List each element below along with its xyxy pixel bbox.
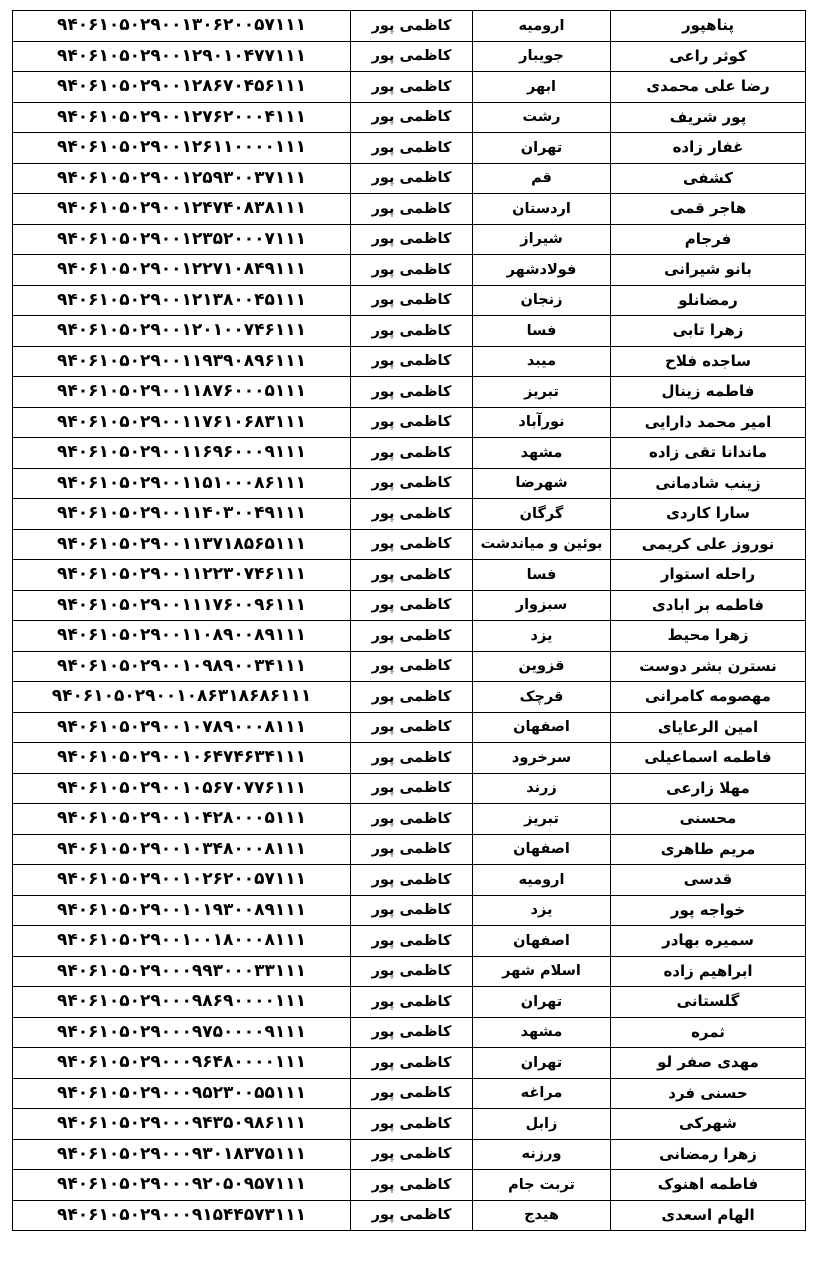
agent-cell: کاظمی پور bbox=[351, 133, 473, 164]
tracking-code-cell: ۹۴۰۶۱۰۵۰۲۹۰۰۱۰۶۴۷۴۶۳۴۱۱۱ bbox=[13, 743, 351, 774]
city-cell: تهران bbox=[473, 987, 611, 1018]
person-name-cell: مریم طاهری bbox=[611, 834, 806, 865]
table-row bbox=[13, 956, 806, 987]
person-name-cell: زهرا تابی bbox=[611, 316, 806, 347]
city-cell: رشت bbox=[473, 102, 611, 133]
tracking-code-cell: ۹۴۰۶۱۰۵۰۲۹۰۰۱۲۳۵۲۰۰۰۷۱۱۱ bbox=[13, 224, 351, 255]
table-row bbox=[13, 529, 806, 560]
person-name-cell: شهرکی bbox=[611, 1109, 806, 1140]
tracking-code-cell: ۹۴۰۶۱۰۵۰۲۹۰۰۱۲۹۰۱۰۴۷۷۱۱۱ bbox=[13, 41, 351, 72]
table-row bbox=[13, 682, 806, 713]
tracking-code-cell: ۹۴۰۶۱۰۵۰۲۹۰۰۰۹۱۵۴۴۵۷۳۱۱۱ bbox=[13, 1200, 351, 1231]
person-name-cell: فرجام bbox=[611, 224, 806, 255]
tracking-code-cell: ۹۴۰۶۱۰۵۰۲۹۰۰۰۹۲۰۵۰۹۵۷۱۱۱ bbox=[13, 1170, 351, 1201]
agent-cell: کاظمی پور bbox=[351, 895, 473, 926]
table-row bbox=[13, 560, 806, 591]
tracking-code-cell: ۹۴۰۶۱۰۵۰۲۹۰۰۱۱۶۹۶۰۰۰۹۱۱۱ bbox=[13, 438, 351, 469]
person-name-cell: ساجده فلاح bbox=[611, 346, 806, 377]
agent-cell: کاظمی پور bbox=[351, 682, 473, 713]
person-name-cell: غفار زاده bbox=[611, 133, 806, 164]
agent-cell: کاظمی پور bbox=[351, 468, 473, 499]
person-name-cell: ثمره bbox=[611, 1017, 806, 1048]
person-name-cell: ابراهیم زاده bbox=[611, 956, 806, 987]
tracking-code-cell: ۹۴۰۶۱۰۵۰۲۹۰۰۱۰۲۶۲۰۰۵۷۱۱۱ bbox=[13, 865, 351, 896]
person-name-cell: پور شریف bbox=[611, 102, 806, 133]
city-cell: مشهد bbox=[473, 1017, 611, 1048]
table-row bbox=[13, 41, 806, 72]
tracking-code-cell: ۹۴۰۶۱۰۵۰۲۹۰۰۱۰۵۶۷۰۷۷۶۱۱۱ bbox=[13, 773, 351, 804]
agent-cell: کاظمی پور bbox=[351, 1017, 473, 1048]
person-name-cell: مهصومه کامرانی bbox=[611, 682, 806, 713]
table-row bbox=[13, 987, 806, 1018]
tracking-code-cell: ۹۴۰۶۱۰۵۰۲۹۰۰۱۱۲۲۳۰۷۴۶۱۱۱ bbox=[13, 560, 351, 591]
person-name-cell: هاجر قمی bbox=[611, 194, 806, 225]
city-cell: فسا bbox=[473, 560, 611, 591]
agent-cell: کاظمی پور bbox=[351, 255, 473, 286]
agent-cell: کاظمی پور bbox=[351, 11, 473, 42]
person-name-cell: فاطمه زینال bbox=[611, 377, 806, 408]
table-row bbox=[13, 72, 806, 103]
person-name-cell: زهرا محیط bbox=[611, 621, 806, 652]
table-row bbox=[13, 438, 806, 469]
agent-cell: کاظمی پور bbox=[351, 956, 473, 987]
city-cell: فولادشهر bbox=[473, 255, 611, 286]
tracking-code-cell: ۹۴۰۶۱۰۵۰۲۹۰۰۱۲۷۶۲۰۰۰۴۱۱۱ bbox=[13, 102, 351, 133]
agent-cell: کاظمی پور bbox=[351, 712, 473, 743]
tracking-code-cell: ۹۴۰۶۱۰۵۰۲۹۰۰۱۰۹۸۹۰۰۳۴۱۱۱ bbox=[13, 651, 351, 682]
tracking-code-cell: ۹۴۰۶۱۰۵۰۲۹۰۰۱۲۴۷۴۰۸۳۸۱۱۱ bbox=[13, 194, 351, 225]
person-name-cell: مهلا زارعی bbox=[611, 773, 806, 804]
person-name-cell: ماندانا تقی زاده bbox=[611, 438, 806, 469]
tracking-code-cell: ۹۴۰۶۱۰۵۰۲۹۰۰۰۹۸۶۹۰۰۰۰۱۱۱ bbox=[13, 987, 351, 1018]
person-name-cell: نسترن بشر دوست bbox=[611, 651, 806, 682]
table-row bbox=[13, 316, 806, 347]
agent-cell: کاظمی پور bbox=[351, 346, 473, 377]
tracking-code-cell: ۹۴۰۶۱۰۵۰۲۹۰۰۱۲۵۹۳۰۰۳۷۱۱۱ bbox=[13, 163, 351, 194]
table-row bbox=[13, 895, 806, 926]
agent-cell: کاظمی پور bbox=[351, 41, 473, 72]
table-row bbox=[13, 712, 806, 743]
person-name-cell: سارا کاردی bbox=[611, 499, 806, 530]
table-row bbox=[13, 1048, 806, 1079]
city-cell: هیدج bbox=[473, 1200, 611, 1231]
agent-cell: کاظمی پور bbox=[351, 499, 473, 530]
city-cell: ابهر bbox=[473, 72, 611, 103]
city-cell: قم bbox=[473, 163, 611, 194]
city-cell: تبریز bbox=[473, 804, 611, 835]
city-cell: شهرضا bbox=[473, 468, 611, 499]
tracking-code-cell: ۹۴۰۶۱۰۵۰۲۹۰۰۱۱۸۷۶۰۰۰۵۱۱۱ bbox=[13, 377, 351, 408]
city-cell: تهران bbox=[473, 133, 611, 164]
agent-cell: کاظمی پور bbox=[351, 1109, 473, 1140]
city-cell: اصفهان bbox=[473, 712, 611, 743]
agent-cell: کاظمی پور bbox=[351, 987, 473, 1018]
person-name-cell: سمیره بهادر bbox=[611, 926, 806, 957]
person-name-cell: قدسی bbox=[611, 865, 806, 896]
tracking-code-cell: ۹۴۰۶۱۰۵۰۲۹۰۰۱۲۰۱۰۰۷۴۶۱۱۱ bbox=[13, 316, 351, 347]
agent-cell: کاظمی پور bbox=[351, 72, 473, 103]
table-row bbox=[13, 102, 806, 133]
city-cell: گرگان bbox=[473, 499, 611, 530]
table-row bbox=[13, 1109, 806, 1140]
tracking-code-cell: ۹۴۰۶۱۰۵۰۲۹۰۰۱۱۷۶۱۰۶۸۳۱۱۱ bbox=[13, 407, 351, 438]
person-name-cell: فاطمه بر ابادی bbox=[611, 590, 806, 621]
tracking-code-cell: ۹۴۰۶۱۰۵۰۲۹۰۰۰۹۶۴۸۰۰۰۰۱۱۱ bbox=[13, 1048, 351, 1079]
city-cell: تربت جام bbox=[473, 1170, 611, 1201]
city-cell: مراغه bbox=[473, 1078, 611, 1109]
city-cell: تبریز bbox=[473, 377, 611, 408]
table-row bbox=[13, 773, 806, 804]
agent-cell: کاظمی پور bbox=[351, 438, 473, 469]
city-cell: تهران bbox=[473, 1048, 611, 1079]
agent-cell: کاظمی پور bbox=[351, 224, 473, 255]
tracking-code-cell: ۹۴۰۶۱۰۵۰۲۹۰۰۱۲۲۷۱۰۸۴۹۱۱۱ bbox=[13, 255, 351, 286]
city-cell: ورزنه bbox=[473, 1139, 611, 1170]
city-cell: قرچک bbox=[473, 682, 611, 713]
person-name-cell: خواجه پور bbox=[611, 895, 806, 926]
tracking-code-cell: ۹۴۰۶۱۰۵۰۲۹۰۰۱۱۴۰۳۰۰۴۹۱۱۱ bbox=[13, 499, 351, 530]
table-row bbox=[13, 194, 806, 225]
city-cell: نورآباد bbox=[473, 407, 611, 438]
city-cell: اصفهان bbox=[473, 926, 611, 957]
table-row bbox=[13, 255, 806, 286]
agent-cell: کاظمی پور bbox=[351, 102, 473, 133]
table-row bbox=[13, 651, 806, 682]
agent-cell: کاظمی پور bbox=[351, 1139, 473, 1170]
person-name-cell: بانو شیرانی bbox=[611, 255, 806, 286]
tracking-code-cell: ۹۴۰۶۱۰۵۰۲۹۰۰۱۲۱۳۸۰۰۴۵۱۱۱ bbox=[13, 285, 351, 316]
table-row bbox=[13, 346, 806, 377]
tracking-code-cell: ۹۴۰۶۱۰۵۰۲۹۰۰۱۳۰۶۲۰۰۵۷۱۱۱ bbox=[13, 11, 351, 42]
table-row bbox=[13, 804, 806, 835]
city-cell: سرخرود bbox=[473, 743, 611, 774]
city-cell: زرند bbox=[473, 773, 611, 804]
city-cell: اسلام شهر bbox=[473, 956, 611, 987]
person-name-cell: امیر محمد دارایی bbox=[611, 407, 806, 438]
agent-cell: کاظمی پور bbox=[351, 407, 473, 438]
city-cell: مشهد bbox=[473, 438, 611, 469]
agent-cell: کاظمی پور bbox=[351, 834, 473, 865]
city-cell: ارومیه bbox=[473, 865, 611, 896]
tracking-code-cell: ۹۴۰۶۱۰۵۰۲۹۰۰۱۱۵۱۰۰۰۸۶۱۱۱ bbox=[13, 468, 351, 499]
table-row bbox=[13, 743, 806, 774]
agent-cell: کاظمی پور bbox=[351, 773, 473, 804]
table-row bbox=[13, 377, 806, 408]
agent-cell: کاظمی پور bbox=[351, 743, 473, 774]
table-row bbox=[13, 1139, 806, 1170]
table-row bbox=[13, 499, 806, 530]
city-cell: فسا bbox=[473, 316, 611, 347]
agent-cell: کاظمی پور bbox=[351, 529, 473, 560]
city-cell: اردستان bbox=[473, 194, 611, 225]
agent-cell: کاظمی پور bbox=[351, 926, 473, 957]
city-cell: قزوین bbox=[473, 651, 611, 682]
table-row bbox=[13, 133, 806, 164]
tracking-code-cell: ۹۴۰۶۱۰۵۰۲۹۰۰۱۱۳۷۱۸۵۶۵۱۱۱ bbox=[13, 529, 351, 560]
person-name-cell: گلستانی bbox=[611, 987, 806, 1018]
agent-cell: کاظمی پور bbox=[351, 1048, 473, 1079]
tracking-code-cell: ۹۴۰۶۱۰۵۰۲۹۰۰۱۰۳۴۸۰۰۰۸۱۱۱ bbox=[13, 834, 351, 865]
tracking-code-cell: ۹۴۰۶۱۰۵۰۲۹۰۰۱۲۶۱۱۰۰۰۰۱۱۱ bbox=[13, 133, 351, 164]
table-row bbox=[13, 163, 806, 194]
tracking-code-cell: ۹۴۰۶۱۰۵۰۲۹۰۰۱۲۸۶۷۰۴۵۶۱۱۱ bbox=[13, 72, 351, 103]
agent-cell: کاظمی پور bbox=[351, 590, 473, 621]
tracking-code-cell: ۹۴۰۶۱۰۵۰۲۹۰۰۱۱۹۳۹۰۸۹۶۱۱۱ bbox=[13, 346, 351, 377]
person-name-cell: راحله استوار bbox=[611, 560, 806, 591]
agent-cell: کاظمی پور bbox=[351, 377, 473, 408]
tracking-code-cell: ۹۴۰۶۱۰۵۰۲۹۰۰۱۱۰۸۹۰۰۸۹۱۱۱ bbox=[13, 621, 351, 652]
table-row bbox=[13, 834, 806, 865]
city-cell: ارومیه bbox=[473, 11, 611, 42]
table-row bbox=[13, 285, 806, 316]
person-name-cell: کشفی bbox=[611, 163, 806, 194]
tracking-code-cell: ۹۴۰۶۱۰۵۰۲۹۰۰۰۹۷۵۰۰۰۰۹۱۱۱ bbox=[13, 1017, 351, 1048]
agent-cell: کاظمی پور bbox=[351, 1200, 473, 1231]
agent-cell: کاظمی پور bbox=[351, 651, 473, 682]
person-name-cell: مهدی صفر لو bbox=[611, 1048, 806, 1079]
tracking-code-cell: ۹۴۰۶۱۰۵۰۲۹۰۰۱۰۰۱۸۰۰۰۸۱۱۱ bbox=[13, 926, 351, 957]
agent-cell: کاظمی پور bbox=[351, 285, 473, 316]
person-name-cell: زهرا رمضانی bbox=[611, 1139, 806, 1170]
person-name-cell: محسنی bbox=[611, 804, 806, 835]
person-name-cell: نوروز علی کریمی bbox=[611, 529, 806, 560]
tracking-code-cell: ۹۴۰۶۱۰۵۰۲۹۰۰۰۹۴۳۵۰۹۸۶۱۱۱ bbox=[13, 1109, 351, 1140]
city-cell: جویبار bbox=[473, 41, 611, 72]
city-cell: یزد bbox=[473, 895, 611, 926]
person-name-cell: رمضانلو bbox=[611, 285, 806, 316]
records-table bbox=[12, 10, 806, 1231]
table-row bbox=[13, 621, 806, 652]
agent-cell: کاظمی پور bbox=[351, 560, 473, 591]
table-row bbox=[13, 11, 806, 42]
table-row bbox=[13, 865, 806, 896]
person-name-cell: امین الرعایای bbox=[611, 712, 806, 743]
city-cell: زنجان bbox=[473, 285, 611, 316]
agent-cell: کاظمی پور bbox=[351, 865, 473, 896]
person-name-cell: رضا علی محمدی bbox=[611, 72, 806, 103]
city-cell: میبد bbox=[473, 346, 611, 377]
table-row bbox=[13, 1200, 806, 1231]
agent-cell: کاظمی پور bbox=[351, 1170, 473, 1201]
table-row bbox=[13, 407, 806, 438]
city-cell: بوئین و میاندشت bbox=[473, 529, 611, 560]
tracking-code-cell: ۹۴۰۶۱۰۵۰۲۹۰۰۱۱۱۷۶۰۰۹۶۱۱۱ bbox=[13, 590, 351, 621]
agent-cell: کاظمی پور bbox=[351, 621, 473, 652]
agent-cell: کاظمی پور bbox=[351, 316, 473, 347]
person-name-cell: زینب شادمانی bbox=[611, 468, 806, 499]
table-row bbox=[13, 1078, 806, 1109]
city-cell: سبزوار bbox=[473, 590, 611, 621]
table-row bbox=[13, 468, 806, 499]
agent-cell: کاظمی پور bbox=[351, 194, 473, 225]
person-name-cell: الهام اسعدی bbox=[611, 1200, 806, 1231]
table-row bbox=[13, 1170, 806, 1201]
person-name-cell: پناهپور bbox=[611, 11, 806, 42]
city-cell: زابل bbox=[473, 1109, 611, 1140]
agent-cell: کاظمی پور bbox=[351, 1078, 473, 1109]
city-cell: یزد bbox=[473, 621, 611, 652]
person-name-cell: کوثر راعی bbox=[611, 41, 806, 72]
city-cell: شیراز bbox=[473, 224, 611, 255]
person-name-cell: حسنی فرد bbox=[611, 1078, 806, 1109]
table-row bbox=[13, 926, 806, 957]
person-name-cell: فاطمه اسماعیلی bbox=[611, 743, 806, 774]
tracking-code-cell: ۹۴۰۶۱۰۵۰۲۹۰۰۰۹۹۳۰۰۰۳۳۱۱۱ bbox=[13, 956, 351, 987]
tracking-code-cell: ۹۴۰۶۱۰۵۰۲۹۰۰۱۰۴۲۸۰۰۰۵۱۱۱ bbox=[13, 804, 351, 835]
tracking-code-cell: ۹۴۰۶۱۰۵۰۲۹۰۰۱۰۱۹۳۰۰۸۹۱۱۱ bbox=[13, 895, 351, 926]
tracking-code-cell: ۹۴۰۶۱۰۵۰۲۹۰۰۰۹۳۰۱۸۳۷۵۱۱۱ bbox=[13, 1139, 351, 1170]
table-row bbox=[13, 224, 806, 255]
agent-cell: کاظمی پور bbox=[351, 163, 473, 194]
records-table-body bbox=[13, 11, 806, 1231]
person-name-cell: فاطمه اهنوک bbox=[611, 1170, 806, 1201]
table-row bbox=[13, 590, 806, 621]
table-row bbox=[13, 1017, 806, 1048]
tracking-code-cell: ۹۴۰۶۱۰۵۰۲۹۰۰۰۹۵۲۳۰۰۵۵۱۱۱ bbox=[13, 1078, 351, 1109]
tracking-code-cell: ۹۴۰۶۱۰۵۰۲۹۰۰۱۰۷۸۹۰۰۰۸۱۱۱ bbox=[13, 712, 351, 743]
city-cell: اصفهان bbox=[473, 834, 611, 865]
agent-cell: کاظمی پور bbox=[351, 804, 473, 835]
tracking-code-cell: ۹۴۰۶۱۰۵۰۲۹۰۰۱۰۸۶۳۱۸۶۸۶۱۱۱ bbox=[13, 682, 351, 713]
